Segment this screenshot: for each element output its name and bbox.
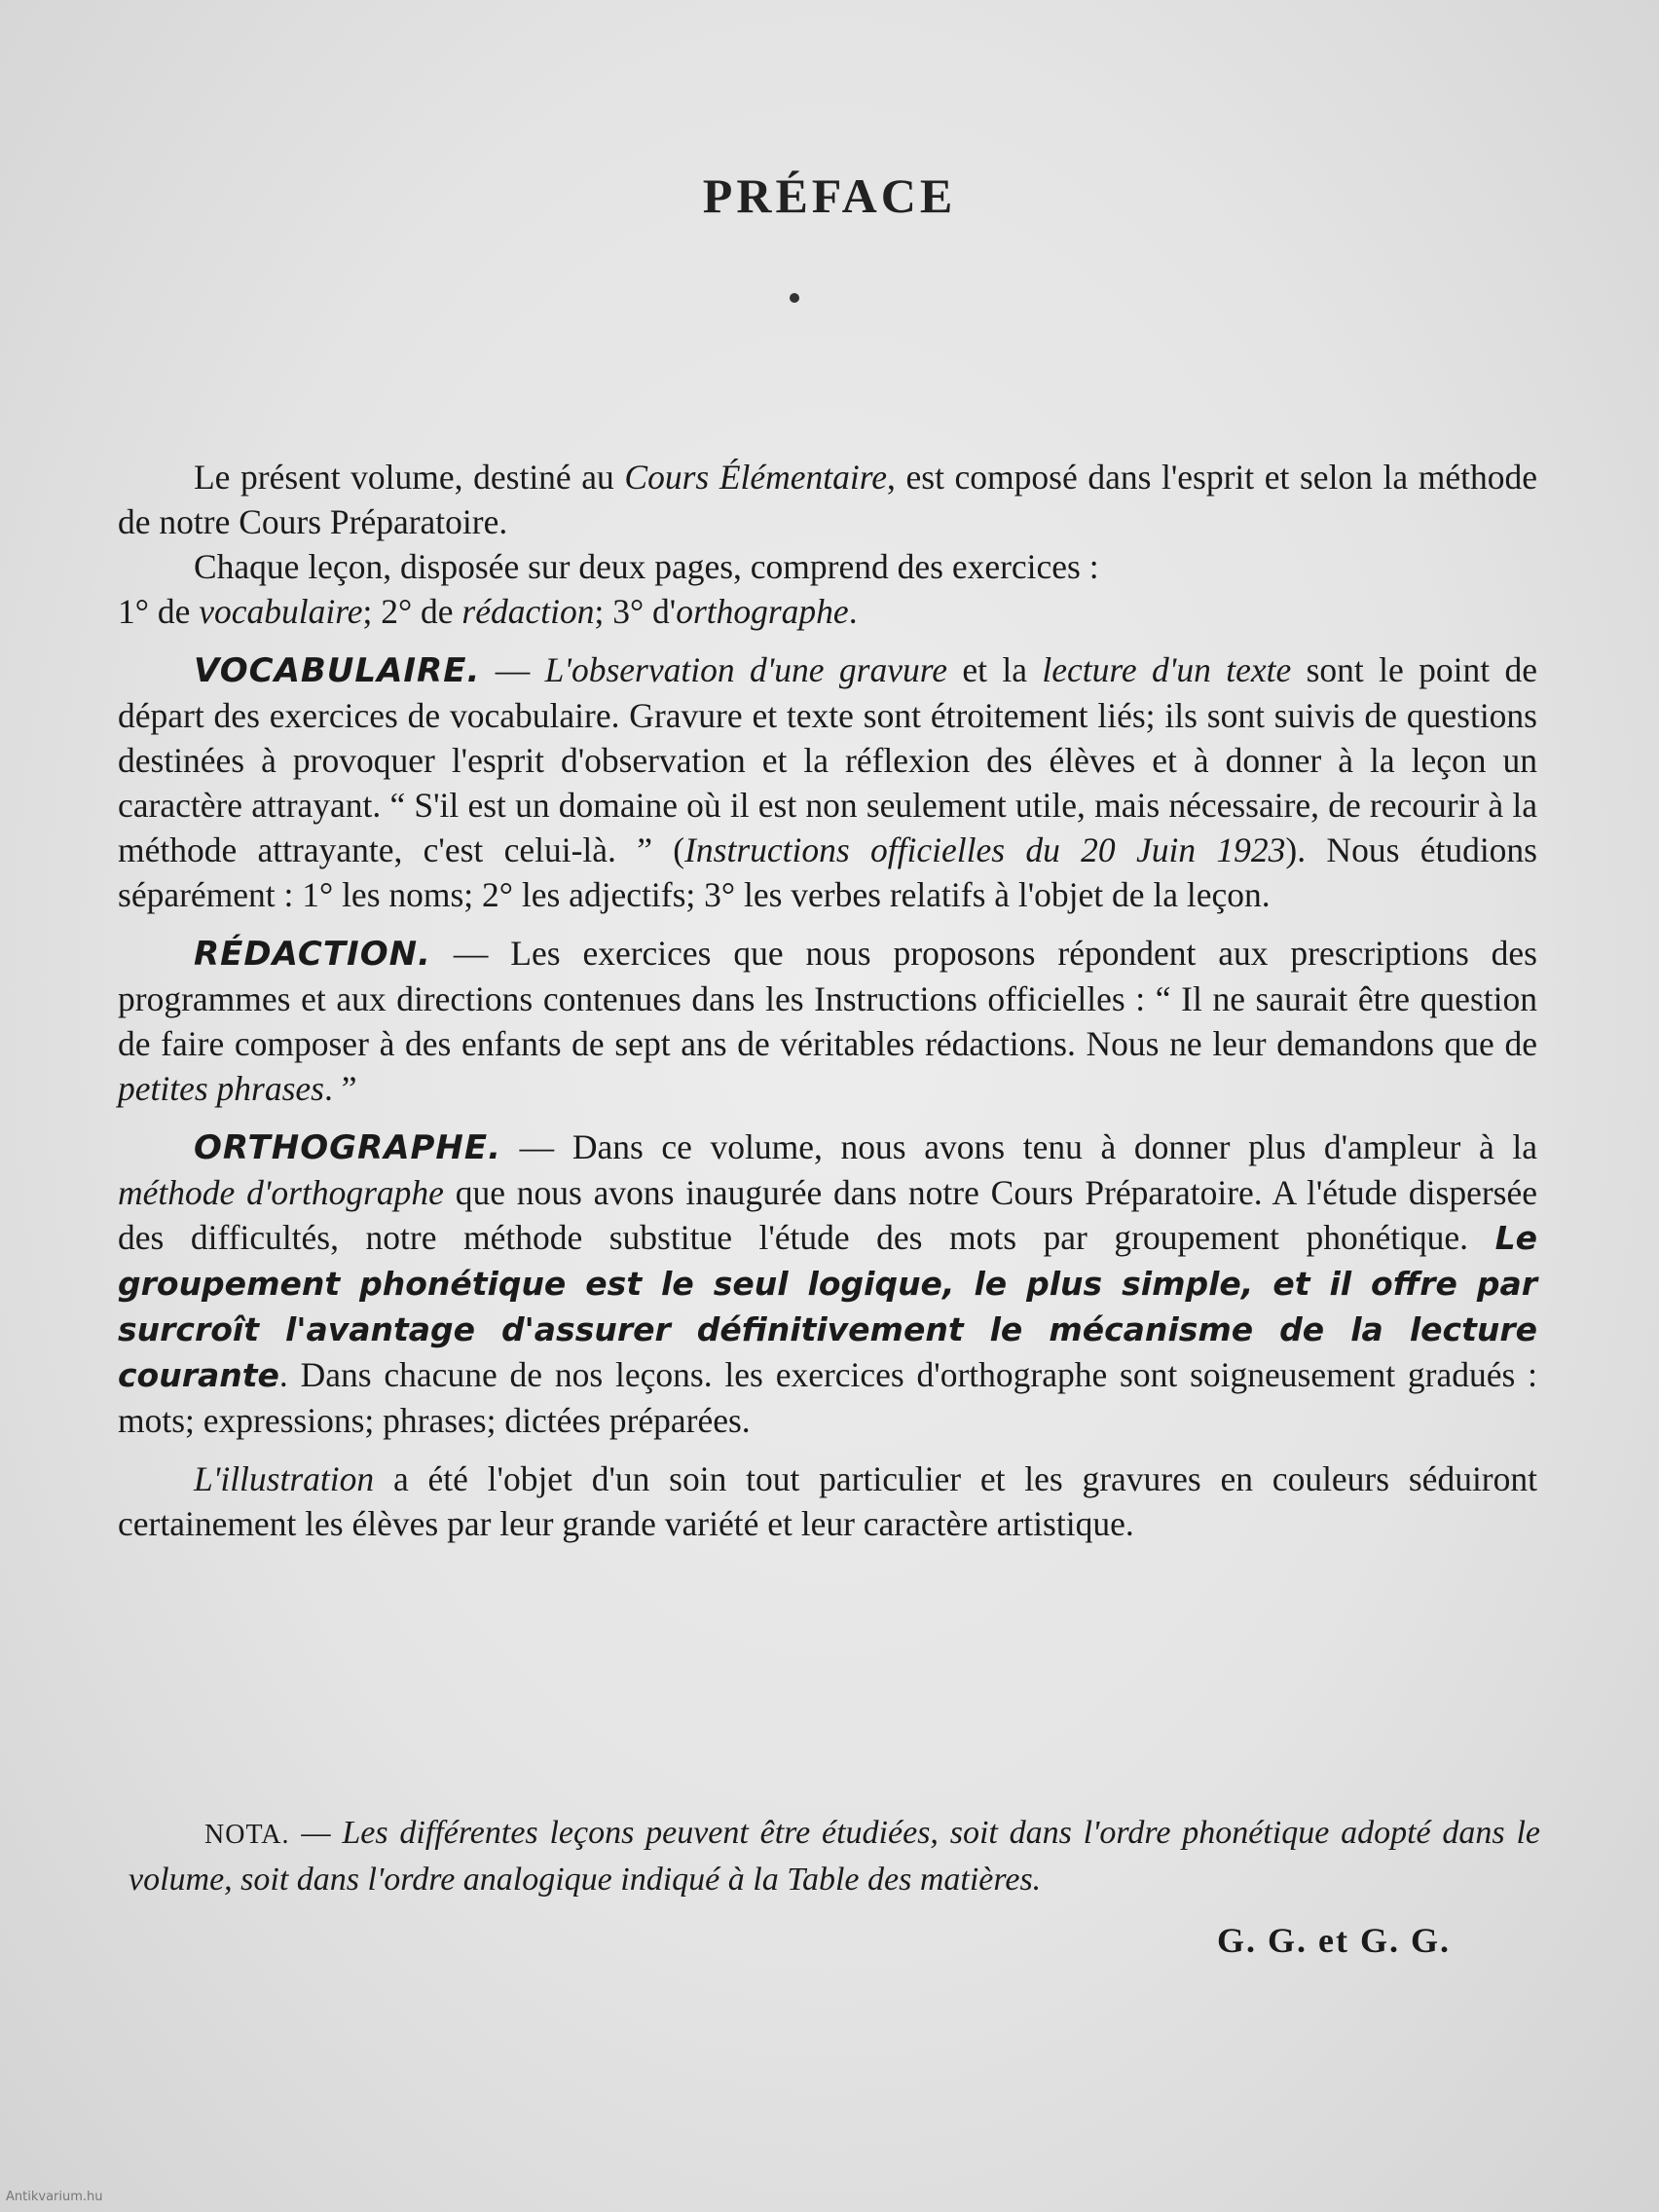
ortho-text-3: . Dans chacune de nos leçons. les exercices d'orthographe sont soigneusement gradués : mots; expressions; phrases; dictées préparées.	[118, 1355, 1537, 1440]
redac-dash: —	[430, 934, 511, 973]
lesson-item-prefix-3: ; 3° d'	[594, 592, 677, 631]
lesson-item-orthographe: orthographe	[676, 592, 849, 631]
vocab-text-2: sont le point de départ des exercices de vocabulaire. Gravure et texte sont étroitement liés; ils sont suivis de questions destinées à provoquer l'esprit d'observation et la réflexion des élèves et à donner à la leçon un caractère attrayant. “ S'il est un domaine où il est non seulement utile, mais nécessaire, de recourir à la méthode attrayante, c'est celui-là. ” (	[118, 650, 1537, 869]
redac-text-1: Les exercices que nous proposons répondent aux prescriptions des programmes et aux directions contenues dans les Instructions officielles : “ Il ne saurait être question de faire composer à des enfants de sept ans de véritables rédactions. Nous ne leur demandons que de	[118, 934, 1537, 1063]
vocab-instructions-ref: Instructions officielles du 20 Juin 1923	[684, 830, 1286, 869]
paragraph-redaction	[118, 931, 1537, 1111]
ortho-emphasis: Le groupement phonétique est le seul logique, le plus simple, et il offre par surcroît l'avantage d'assurer définitivement le mécanisme de la lecture courante	[118, 1219, 1537, 1394]
illus-italic: L'illustration	[194, 1459, 375, 1498]
ortho-text-2: que nous avons inaugurée dans notre Cours Préparatoire. A l'étude dispersée des difficultés, notre méthode substitue l'étude des mots par groupement phonétique.	[118, 1173, 1538, 1257]
preface-body	[118, 455, 1537, 1546]
redac-text-2: . ”	[324, 1069, 357, 1108]
lesson-item-prefix-1: 1° de	[118, 592, 200, 631]
ornament-dot	[790, 293, 799, 303]
redac-italic: petites phrases	[118, 1069, 324, 1108]
illus-text: a été l'objet d'un soin tout particulier et les gravures en couleurs séduiront certainement les élèves par leur grande variété et leur caractère artistique.	[118, 1459, 1537, 1543]
vocab-italic-1: L'observation d'une gravure	[544, 650, 947, 689]
watermark: Antikvarium.hu	[6, 2190, 103, 2204]
intro-text-end: , est composé dans l'esprit et selon la méthode de notre Cours Préparatoire.	[118, 458, 1538, 541]
paragraph-illustration	[118, 1456, 1537, 1546]
nota-label: NOTA.	[204, 1820, 290, 1850]
heading-orthographe: ORTHOGRAPHE.	[194, 1128, 502, 1167]
paragraph-orthographe	[118, 1124, 1537, 1443]
vocab-text-3: ). Nous étudions séparément : 1° les noms; 2° les adjectifs; 3° les verbes relatifs à l'objet de la leçon.	[118, 830, 1537, 914]
ortho-italic: méthode d'orthographe	[118, 1173, 444, 1212]
ortho-text-1: Dans ce volume, nous avons tenu à donner plus d'ampleur à la	[571, 1127, 1538, 1166]
paragraph-lesson-structure	[118, 544, 1537, 634]
vocab-italic-2: lecture d'un texte	[1042, 650, 1292, 689]
paragraph-vocabulaire	[118, 647, 1537, 917]
lesson-item-end: .	[848, 592, 858, 631]
vocab-dash: —	[480, 650, 545, 689]
nota-note	[129, 1811, 1540, 1902]
signature: G. G. et G. G.	[1217, 1921, 1451, 1960]
nota-text: — Les différentes leçons peuvent être étudiées, soit dans l'ordre phonétique adopté dans le volume, soit dans l'ordre analogique indiqué à la Table des matières.	[129, 1815, 1540, 1898]
lesson-item-redaction: rédaction	[461, 592, 595, 631]
lesson-item-vocabulaire: vocabulaire	[199, 592, 363, 631]
intro-course-name: Cours Élémentaire	[624, 458, 888, 497]
page-title: PRÉFACE	[702, 168, 957, 223]
lesson-structure-text: Chaque leçon, disposée sur deux pages, comprend des exercices :	[194, 547, 1099, 586]
lesson-item-prefix-2: ; 2° de	[362, 592, 462, 631]
heading-redaction: RÉDACTION.	[194, 935, 431, 974]
paragraph-intro	[118, 455, 1537, 544]
ortho-dash: —	[501, 1127, 572, 1166]
intro-text: Le présent volume, destiné au	[194, 458, 625, 497]
heading-vocabulaire: VOCABULAIRE.	[194, 651, 481, 690]
vocab-text-1: et la	[947, 650, 1043, 689]
